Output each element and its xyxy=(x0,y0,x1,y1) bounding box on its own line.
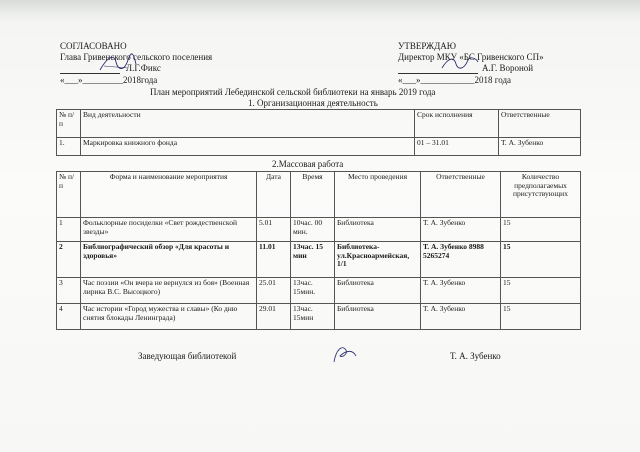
approval-right-position: Директор МКУ «БС Гривенского СП» xyxy=(398,52,544,62)
cell-event: Библиографический обзор «Для красоты и здоровья» xyxy=(81,242,257,278)
approval-left-signer: Л.Г.Фикс xyxy=(126,63,161,73)
table-row xyxy=(57,138,581,156)
cell-date: 29.01 xyxy=(257,304,291,330)
approval-right-title: УТВЕРЖДАЮ xyxy=(398,41,457,51)
cell-number: 4 xyxy=(57,304,81,330)
table-header-row xyxy=(57,172,581,218)
header-number: № п/п xyxy=(57,110,81,138)
cell-number: 2 xyxy=(57,242,81,278)
section1-table xyxy=(56,109,581,156)
cell-event: Фольклорные посиделки «Свет рождественской звезды» xyxy=(81,218,257,242)
cell-date: 25.01 xyxy=(257,278,291,304)
approval-right-date: «___»____________2018 года xyxy=(398,75,512,85)
cell-number: 1 xyxy=(57,218,81,242)
cell-responsible: Т. А. Зубенко 8988 5265274 xyxy=(421,242,501,278)
table-header-row xyxy=(57,110,581,138)
section2-title: 2.Массовая работа xyxy=(272,159,344,169)
table-row xyxy=(57,218,581,242)
header-event: Форма и наименование мероприятия xyxy=(81,172,257,218)
cell-responsible: Т. А. Зубенко xyxy=(499,138,581,156)
footer-position: Заведующая библиотекой xyxy=(138,351,237,361)
header-place: Место проведения xyxy=(335,172,421,218)
cell-count: 15 xyxy=(501,278,581,304)
approval-left-position: Глава Гривенского сельского поселения xyxy=(60,52,213,62)
header-activity: Вид деятельности xyxy=(81,110,415,138)
approval-right-signer: А.Г. Вороной xyxy=(482,63,534,73)
header-attendees: Количество предполагаемых присутствующих xyxy=(501,172,581,218)
approval-left-date: «___»_________2018года xyxy=(60,75,158,85)
cell-count: 15 xyxy=(501,242,581,278)
cell-date: 11.01 xyxy=(257,242,291,278)
cell-time: 10час. 00 мин. xyxy=(291,218,335,242)
cell-place: Библиотека-ул.Красноармейская, 1/1 xyxy=(335,242,421,278)
header-responsible: Ответственные xyxy=(421,172,501,218)
scan-edge xyxy=(0,0,640,22)
cell-count: 15 xyxy=(501,304,581,330)
cell-place: Библиотека xyxy=(335,304,421,330)
cell-time: 13час. 15мин xyxy=(291,304,335,330)
footer-name: Т. А. Зубенко xyxy=(450,351,501,361)
cell-place: Библиотека xyxy=(335,278,421,304)
header-number: № п/п xyxy=(57,172,81,218)
section2-table xyxy=(56,171,581,330)
cell-deadline: 01 – 31.01 xyxy=(415,138,499,156)
cell-responsible: Т. А. Зубенко xyxy=(421,278,501,304)
cell-time: 13час. 15мин. xyxy=(291,278,335,304)
cell-number: 1. xyxy=(57,138,81,156)
cell-count: 15 xyxy=(501,218,581,242)
cell-date: 5.01 xyxy=(257,218,291,242)
cell-place: Библиотека xyxy=(335,218,421,242)
cell-event: Час истории «Город мужества и славы» (Ко дню снятия блокады Ленинграда) xyxy=(81,304,257,330)
signature-right-icon xyxy=(440,52,480,74)
cell-event: Час поэзии «Он вчера не вернулся из боя» (Военная лирика В.С. Высоцкого) xyxy=(81,278,257,304)
signature-left-icon xyxy=(98,52,138,74)
header-deadline: Срок исполнения xyxy=(415,110,499,138)
cell-responsible: Т. А. Зубенко xyxy=(421,304,501,330)
doc-title: План мероприятий Лебединской сельской библиотеки на январь 2019 года xyxy=(150,87,436,97)
cell-activity: Маркировка книжного фонда xyxy=(81,138,415,156)
table-row xyxy=(57,278,581,304)
approval-left-title: СОГЛАСОВАНО xyxy=(60,41,127,51)
header-date: Дата xyxy=(257,172,291,218)
header-responsible: Ответственные xyxy=(499,110,581,138)
cell-time: 13час. 15 мин xyxy=(291,242,335,278)
cell-responsible: Т. А. Зубенко xyxy=(421,218,501,242)
table-row xyxy=(57,304,581,330)
header-time: Время xyxy=(291,172,335,218)
signature-footer-icon xyxy=(330,342,360,366)
cell-number: 3 xyxy=(57,278,81,304)
table-row xyxy=(57,242,581,278)
section1-title: 1. Организационная деятельность xyxy=(248,98,378,108)
